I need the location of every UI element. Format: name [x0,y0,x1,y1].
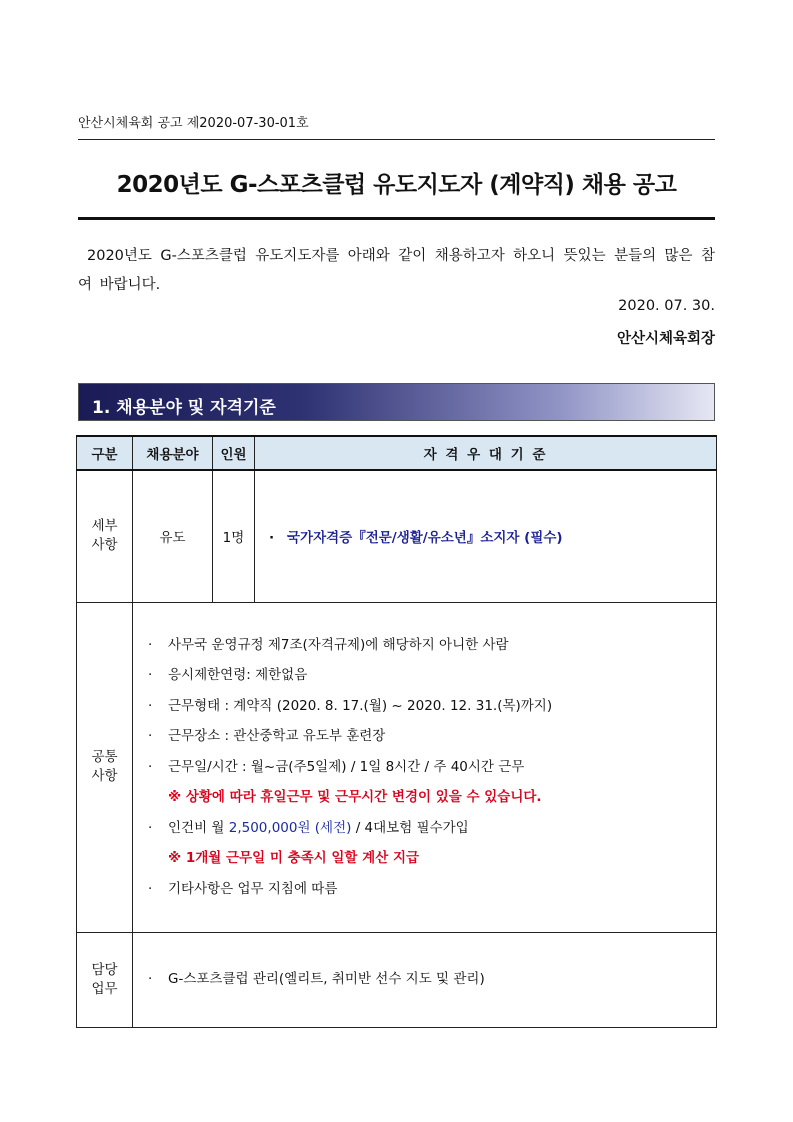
announcement-date: 2020. 07. 30. [618,298,715,314]
common-row [77,602,717,932]
title-divider [78,217,715,220]
intro-paragraph: 2020년도 G-스포츠클럽 유도지도자를 아래와 같이 채용하고자 하오니 뜻있는 분들의 많은 참여 바랍니다. [78,248,715,293]
list-item: · 근무장소 : 관산중학교 유도부 훈련장 [148,728,386,745]
list-item: · 근무형태 : 계약직 (2020. 8. 17.(월) ~ 2020. 12. 31.(목)까지) [148,697,553,714]
duty-row-label: 담당 업무 [77,932,133,1027]
notice-item: ※ 상황에 따라 휴일근무 및 근무시간 변경이 있을 수 있습니다. [168,789,542,806]
detail-count: 1명 [213,470,255,602]
header-category: 구분 [77,436,133,470]
common-items-cell [133,602,717,932]
detail-qualification-cell [255,470,717,602]
duty-items-list [134,964,715,995]
section-title: 1. 채용분야 및 자격기준 [92,398,276,418]
list-item: · G-스포츠클럽 관리(엘리트, 취미반 선수 지도 및 관리) [148,971,485,988]
common-row-label: 공통 사항 [77,602,133,932]
header-divider [78,139,715,140]
section-header [78,383,715,421]
duty-items-cell [133,932,717,1027]
bullet: · [269,530,275,547]
qualification-text: 국가자격증『전문/생활/유소년』소지자 (필수) [287,530,563,547]
detail-row [77,470,717,602]
header-field: 채용분야 [133,436,213,470]
common-items-list [134,630,715,905]
notice-number: 안산시체육회 공고 제2020-07-30-01호 [78,116,309,131]
page-title: 2020년도 G-스포츠클럽 유도지도자 (계약직) 채용 공고 [116,172,677,198]
table-header-row [77,436,717,470]
detail-row-label: 세부 사항 [77,470,133,602]
detail-field: 유도 [133,470,213,602]
header-count: 인원 [213,436,255,470]
list-item: · 응시제한연령: 제한없음 [148,667,308,684]
header-qualification: 자 격 우 대 기 준 [255,436,717,470]
notice-item: ※ 1개월 근무일 미 충족시 일할 계산 지급 [168,850,420,867]
duty-row [77,932,717,1027]
recruitment-table [76,435,717,1028]
list-item: · 사무국 운영규정 제7조(자격규제)에 해당하지 아니한 사람 [148,636,509,653]
organization-name: 안산시체육회장 [616,331,715,347]
list-item: · 근무일/시간 : 월~금(주5일제) / 1일 8시간 / 주 40시간 근무 [148,758,525,775]
list-item: · 기타사항은 업무 지침에 따름 [148,880,338,897]
list-item: · 인건비 월 2,500,000원 (세전) / 4대보험 필수가입 [148,819,469,836]
